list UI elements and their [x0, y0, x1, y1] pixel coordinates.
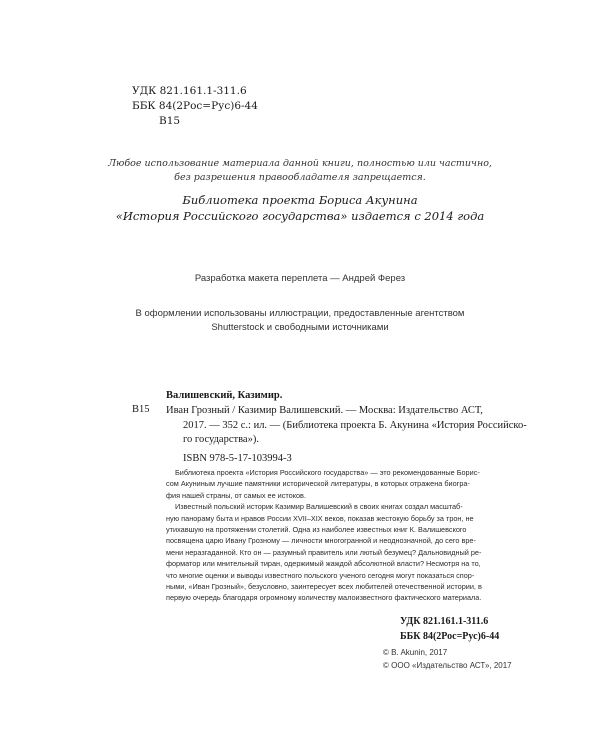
bibliographic-line: Иван Грозный / Казимир Валишевский. — Москва: Издательство АСТ, [166, 405, 483, 416]
abstract-line: что многие оценки и выводы известного польского ученого сегодня могут показаться спор- [166, 570, 475, 580]
abstract-line: Известный польский историк Казимир Валишевский в своих книгах создал масштаб- [175, 502, 463, 512]
author-mark: В15 [159, 115, 181, 127]
abstract-line: сом Акуниным лучшие памятники исторической литературы, в которых отражена биогра- [166, 479, 470, 489]
illustrations-line: Shutterstock и свободными источниками [211, 322, 389, 333]
bibliographic-line: 2017. — 352 с.: ил. — (Библиотека проекта Б. Акунина «История Российско- [183, 419, 527, 431]
abstract-line: Библиотека проекта «История Российского государства» — это рекомендованные Борис- [175, 468, 480, 477]
bibliographic-code: В15 [132, 404, 150, 415]
copyright-line: © ООО «Издательство АСТ», 2017 [383, 661, 512, 670]
abstract-line: ную панораму быта и нравов России XVII–XIX веков, показав жестокую борьбу за трон, не [166, 513, 474, 523]
illustrations-line: В оформлении использованы иллюстрации, предоставленные агентством [135, 308, 465, 319]
udk-code: УДК 821.161.1-311.6 [400, 616, 489, 627]
abstract-line: первую очередь благодаря огромному количеству малоизвестного фактического материала. [166, 593, 482, 603]
classification-codes-bottom [400, 614, 499, 644]
library-line: «История Российского государства» издается с 2014 года [115, 209, 485, 223]
copyright-block [383, 646, 512, 672]
bbk-code: ББК 84(2Рос=Рус)6-44 [132, 100, 258, 112]
bbk-code: ББК 84(2Рос=Рус)6-44 [400, 631, 500, 642]
abstract-line: форматор или мнительный тиран, одержимый жаждой абсолютной власти? Несмотря на то, [166, 559, 481, 569]
cover-design-credit: Разработка макета переплета — Андрей Ферез [194, 273, 406, 284]
abstract-line: утихавшую на протяжении столетий. Одна из наиболее известных книг К. Валишевского [166, 525, 467, 535]
library-line: Библиотека проекта Бориса Акунина [182, 193, 418, 207]
abstract-line: ными, «Иван Грозный», безусловно, заинтересует всех любителей отечественной истории, в [166, 582, 482, 592]
abstract-line: посвящена царю Ивану Грозному — личности многогранной и неоднозначной, до сего вре- [166, 536, 476, 546]
bibliographic-line: го государства»). [183, 434, 259, 445]
udk-code: УДК 821.161.1-311.6 [132, 85, 247, 97]
notice-line: Любое использование материала данной книги, полностью или частично, [108, 158, 492, 169]
classification-codes-top [132, 84, 258, 129]
abstract-line: фия нашей страны, от самых ее истоков. [166, 490, 306, 500]
notice-line: без разрешения правообладателя запрещается. [174, 172, 426, 183]
book-abstract [166, 467, 482, 604]
copyright-line: © B. Akunin, 2017 [383, 648, 448, 657]
abstract-line: мени неразгаданной. Кто он — разумный правитель или лютый безумец? Дальновидный ре- [166, 547, 482, 557]
bibliographic-description [166, 404, 527, 448]
illustrations-credit [100, 307, 500, 335]
library-series-note [80, 192, 520, 224]
author-heading: Валишевский, Казимир. [166, 390, 283, 401]
copyright-notice [100, 157, 500, 185]
isbn: ISBN 978-5-17-103994-3 [183, 453, 292, 464]
